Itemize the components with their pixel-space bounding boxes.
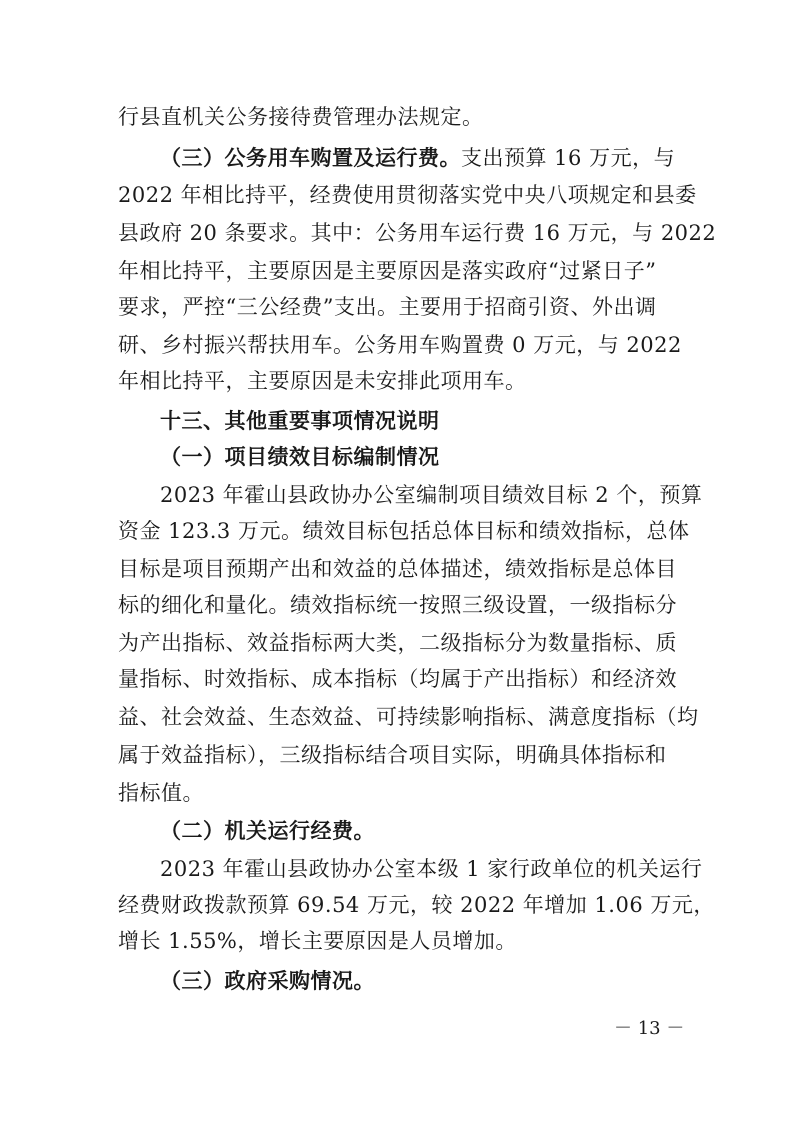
text-line-3: 2022 年相比持平，经费使用贯彻落实党中央八项规定和县委	[118, 183, 697, 207]
text-line-13: 目标是项目预期产出和效益的总体描述，绩效指标是总体目	[118, 557, 677, 581]
text-line-8: 年相比持平，主要原因是未安排此项用车。	[118, 369, 527, 393]
subheading-performance-goals: （一）项目绩效目标编制情况	[160, 445, 440, 469]
text-line-1: 行县直机关公务接待费管理办法规定。	[118, 105, 484, 129]
text-line-6: 要求，严控“三公经费”支出。主要用于招商引资、外出调	[118, 295, 657, 319]
text-line-14: 标的细化和量化。绩效指标统一按照三级设置，一级指标分	[118, 593, 677, 617]
subheading-official-vehicles: （三）公务用车购置及运行费。	[160, 146, 461, 170]
text-line-16: 量指标、时效指标、成本指标（均属于产出指标）和经济效	[118, 667, 677, 691]
text-line-12: 资金 123.3 万元。绩效目标包括总体目标和绩效指标，总体	[118, 519, 690, 543]
text-line-19: 指标值。	[118, 781, 204, 805]
section-heading-13: 十三、其他重要事项情况说明	[160, 409, 440, 433]
text-line-15: 为产出指标、效益指标两大类，二级指标分为数量指标、质	[118, 631, 677, 655]
text-line-17: 益、社会效益、生态效益、可持续影响指标、满意度指标（均	[118, 705, 699, 729]
text-line-2: （三）公务用车购置及运行费。支出预算 16 万元，与	[160, 146, 676, 170]
text-line-5: 年相比持平，主要原因是主要原因是落实政府“过紧日子”	[118, 259, 657, 283]
subheading-operating-expenses: （二）机关运行经费。	[160, 819, 375, 843]
subheading-procurement: （三）政府采购情况。	[160, 969, 375, 993]
page-number: － 13 －	[614, 1018, 685, 1039]
text-line-22: 经费财政拨款预算 69.54 万元，较 2022 年增加 1.06 万元，	[118, 893, 715, 917]
text-line-23: 增长 1.55%，增长主要原因是人员增加。	[118, 929, 517, 953]
text-line-7: 研、乡村振兴帮扶用车。公务用车购置费 0 万元，与 2022	[118, 333, 682, 357]
text-line-21: 2023 年霍山县政协办公室本级 1 家行政单位的机关运行	[160, 857, 703, 881]
text-line-18: 属于效益指标），三级指标结合项目实际，明确具体指标和	[118, 743, 667, 767]
text-line-11: 2023 年霍山县政协办公室编制项目绩效目标 2 个，预算	[160, 483, 703, 507]
text-line-4: 县政府 20 条要求。其中：公务用车运行费 16 万元，与 2022	[118, 221, 717, 245]
